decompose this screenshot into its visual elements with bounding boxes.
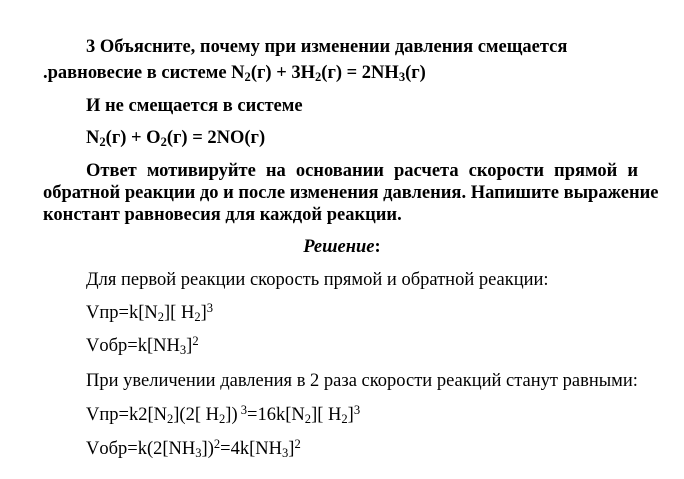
formula-forward-rate: $Vпр=k[N_2]$[ $H_2]^3$ (86, 300, 214, 325)
equation-nitric-oxide: $N_2(г) + O_2(г) = 2NO(г)$ (86, 128, 266, 150)
task-line-2 (43, 62, 426, 84)
solution-heading (0, 236, 684, 258)
solution-heading-text: Решение (303, 237, 375, 257)
motivate-line-2: обратной реакции до и после изменения давления. Напишите выражение (43, 183, 659, 203)
task-line-2-text: .равновесие в системе (43, 63, 232, 83)
motivate-line-1: Ответ мотивируйте на основании расчета скорости прямой и (86, 161, 638, 181)
solution-intro: Для первой реакции скорость прямой и обратной реакции: (86, 270, 549, 290)
task-line-3: И не смещается в системе (86, 96, 303, 116)
motivate-line-3: констант равновесия для каждой реакции. (43, 205, 402, 225)
task-line-1: 3 Объясните, почему при изменении давления смещается (86, 37, 568, 57)
formula-reverse-rate-new: $Vобр=k(2[NH_3])^2=4k[NH_3]^2$ (86, 436, 301, 461)
solution-heading-colon: : (374, 237, 381, 257)
formula-forward-rate-new: $Vпр=k2[N_2](2$[ $H_2$]) $^3=16k[N_2]$[ $H_2]^3$ (86, 402, 361, 427)
solution-increase: При увеличении давления в 2 раза скорости реакций станут равными: (86, 371, 638, 391)
equation-ammonia: $N_2(г) + 3H_2(г) = 2NH_3(г)$ (231, 63, 426, 85)
formula-reverse-rate: $Vобр=k[NH_3]^2$ (86, 333, 199, 358)
